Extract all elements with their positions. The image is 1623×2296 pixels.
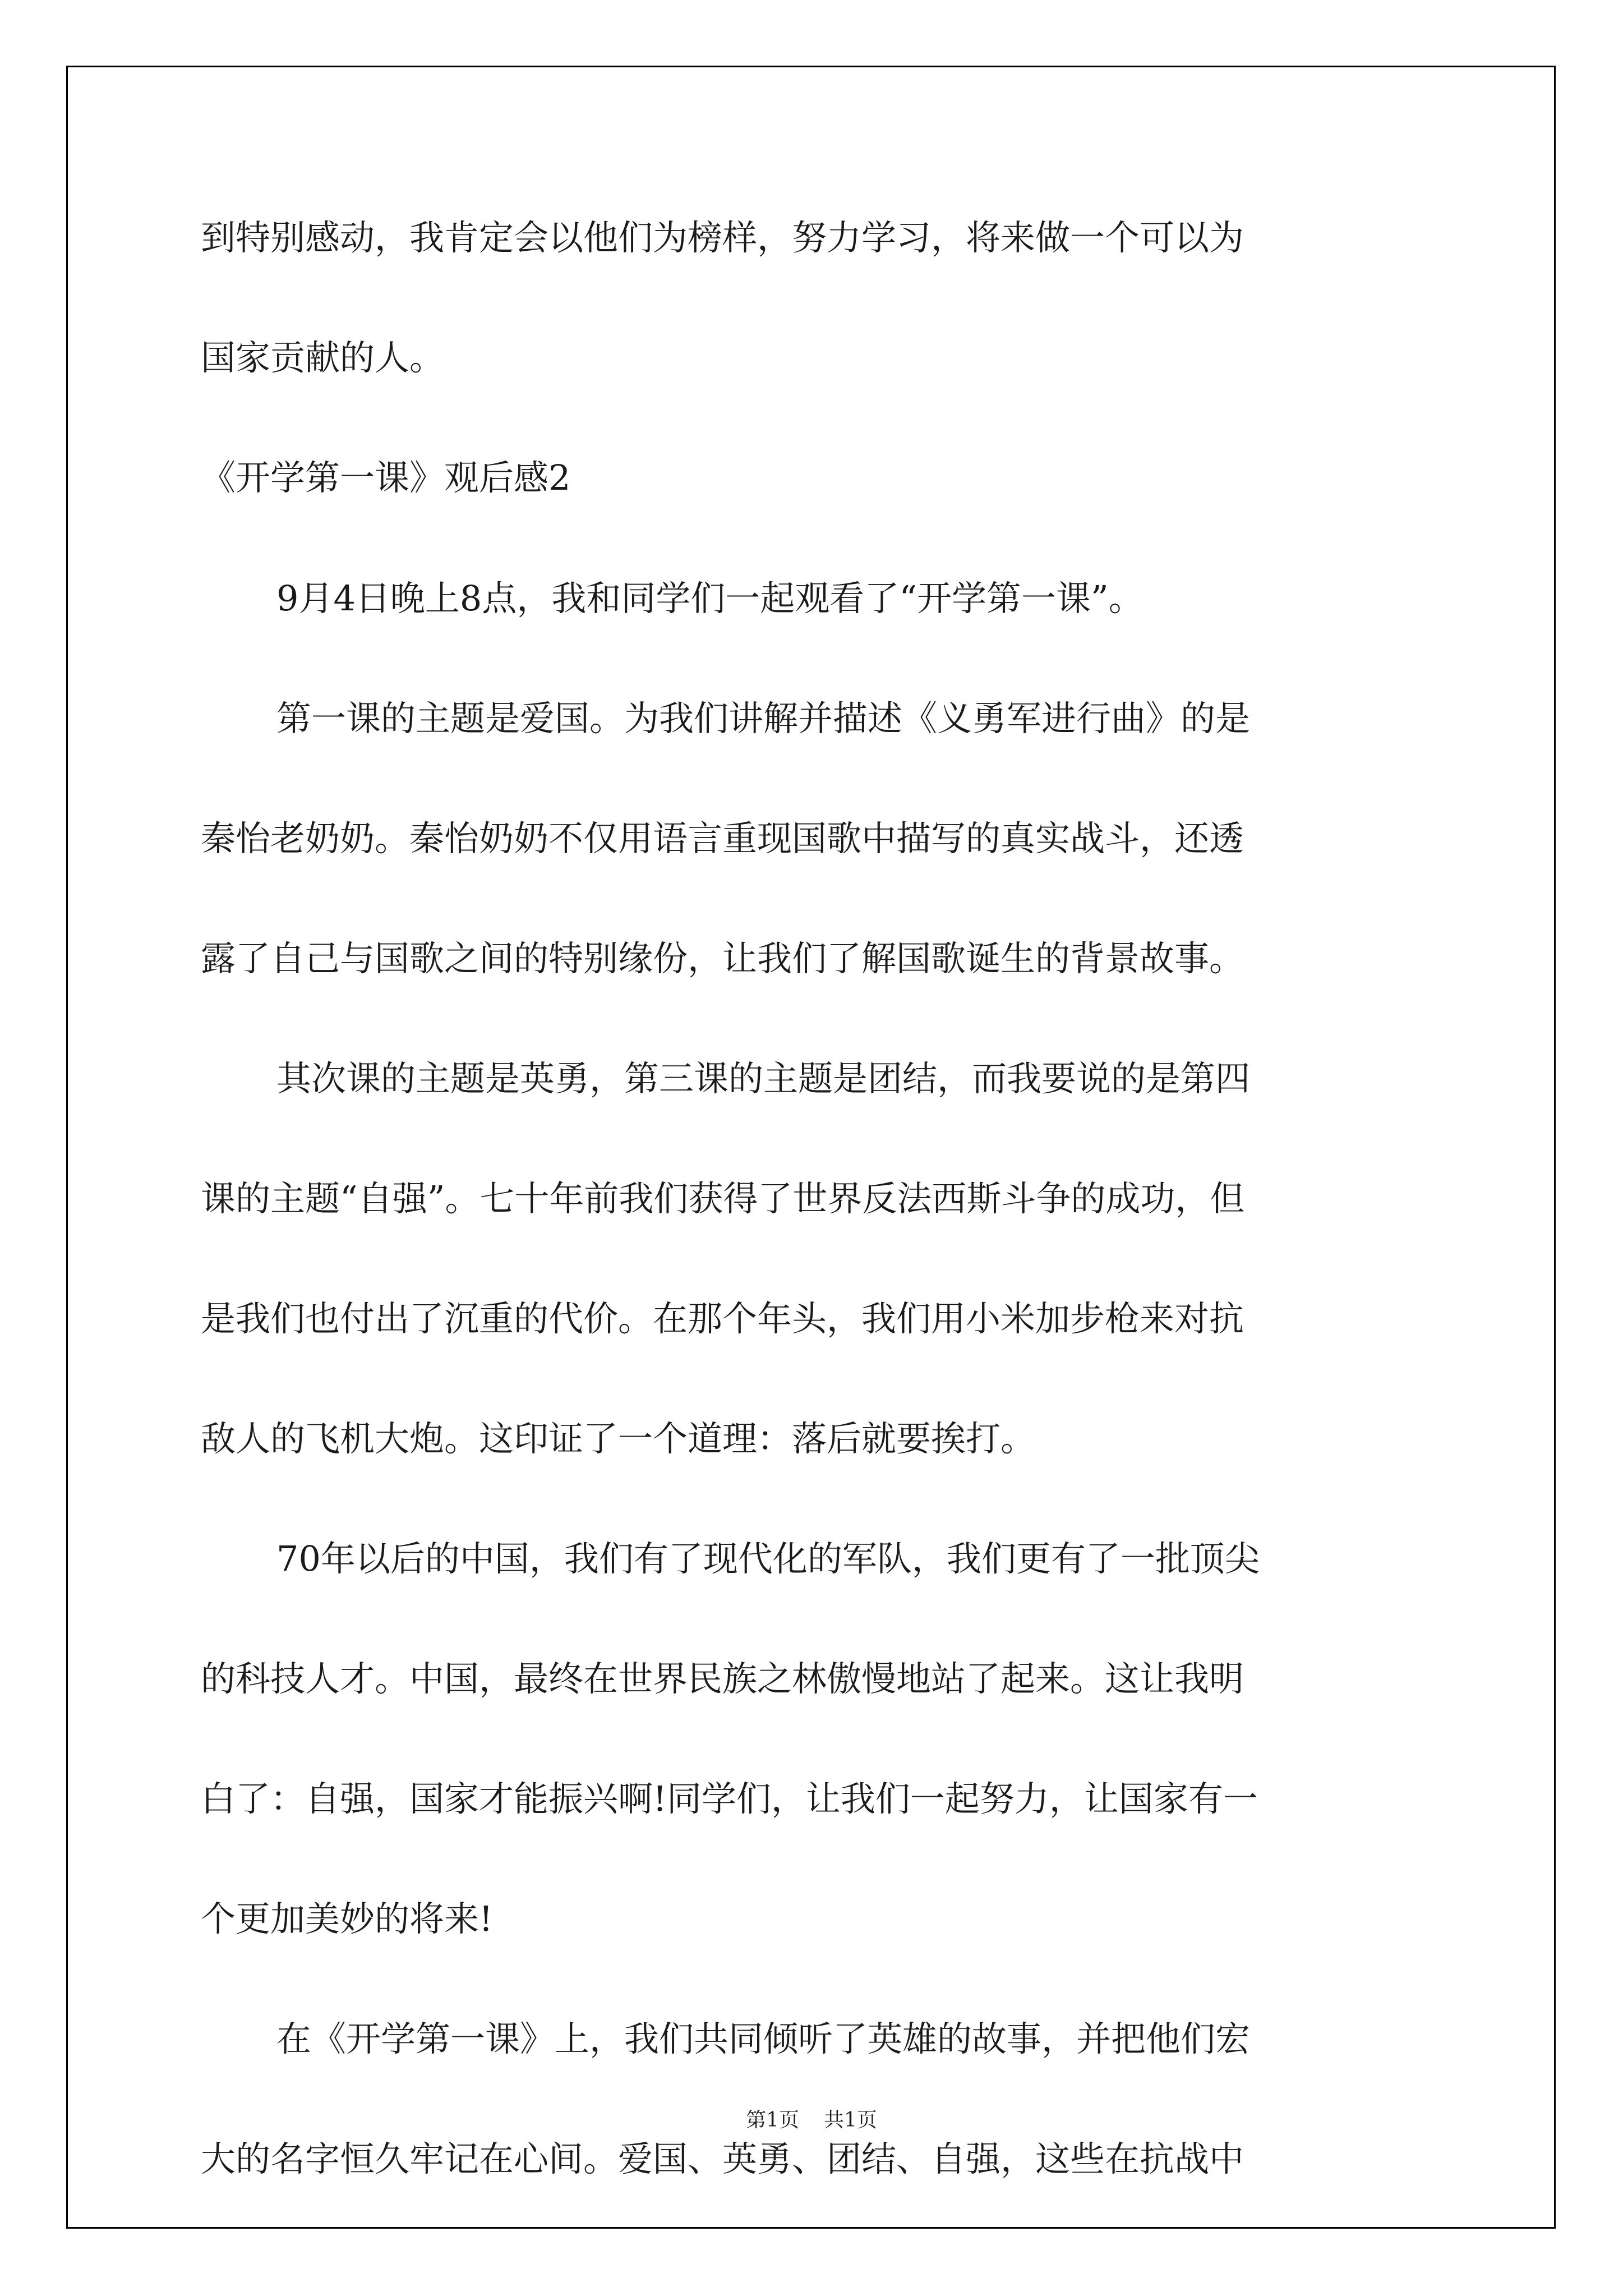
paragraph-line: 秦怡老奶奶。秦怡奶奶不仅用语言重现国歌中描写的真实战斗，还透 bbox=[201, 818, 1244, 859]
paragraph-line: 国家贡献的人。 bbox=[201, 337, 445, 378]
paragraph-line: 第一课的主题是爱国。为我们讲解并描述《义勇军进行曲》的是 bbox=[276, 698, 1251, 739]
page-footer bbox=[0, 2106, 1623, 2134]
paragraph-line: 的科技人才。中国，最终在世界民族之林傲慢地站了起来。这让我明 bbox=[201, 1658, 1244, 1699]
page-number: 第1页 bbox=[746, 2109, 799, 2132]
paragraph-line: 大的名字恒久牢记在心间。爱国、英勇、团结、自强，这些在抗战中 bbox=[201, 2138, 1244, 2179]
paragraph-line: 个更加美妙的将来! bbox=[201, 1898, 493, 1939]
paragraph-line: 在《开学第一课》上，我们共同倾听了英雄的故事，并把他们宏 bbox=[276, 2018, 1251, 2059]
paragraph-line: 到特别感动，我肯定会以他们为榜样，努力学习，将来做一个可以为 bbox=[201, 217, 1244, 258]
page-total: 共1页 bbox=[824, 2109, 877, 2132]
paragraph-line: 70年以后的中国，我们有了现代化的军队，我们更有了一批顶尖 bbox=[276, 1538, 1260, 1579]
paragraph-line: 白了：自强，国家才能振兴啊!同学们，让我们一起努力，让国家有一 bbox=[201, 1778, 1258, 1819]
paragraph-line: 是我们也付出了沉重的代价。在那个年头，我们用小米加步枪来对抗 bbox=[201, 1298, 1244, 1339]
paragraph-line: 9月4日晚上8点，我和同学们一起观看了“开学第一课”。 bbox=[276, 578, 1144, 619]
paragraph-line: 敌人的飞机大炮。这印证了一个道理：落后就要挨打。 bbox=[201, 1418, 1036, 1459]
paragraph-line: 露了自己与国歌之间的特别缘份，让我们了解国歌诞生的背景故事。 bbox=[201, 938, 1244, 979]
paragraph-line: 课的主题“自强”。七十年前我们获得了世界反法西斯斗争的成功，但 bbox=[201, 1178, 1245, 1219]
paragraph-line: 其次课的主题是英勇，第三课的主题是团结，而我要说的是第四 bbox=[276, 1058, 1251, 1099]
section-title: 《开学第一课》观后感2 bbox=[201, 457, 571, 498]
